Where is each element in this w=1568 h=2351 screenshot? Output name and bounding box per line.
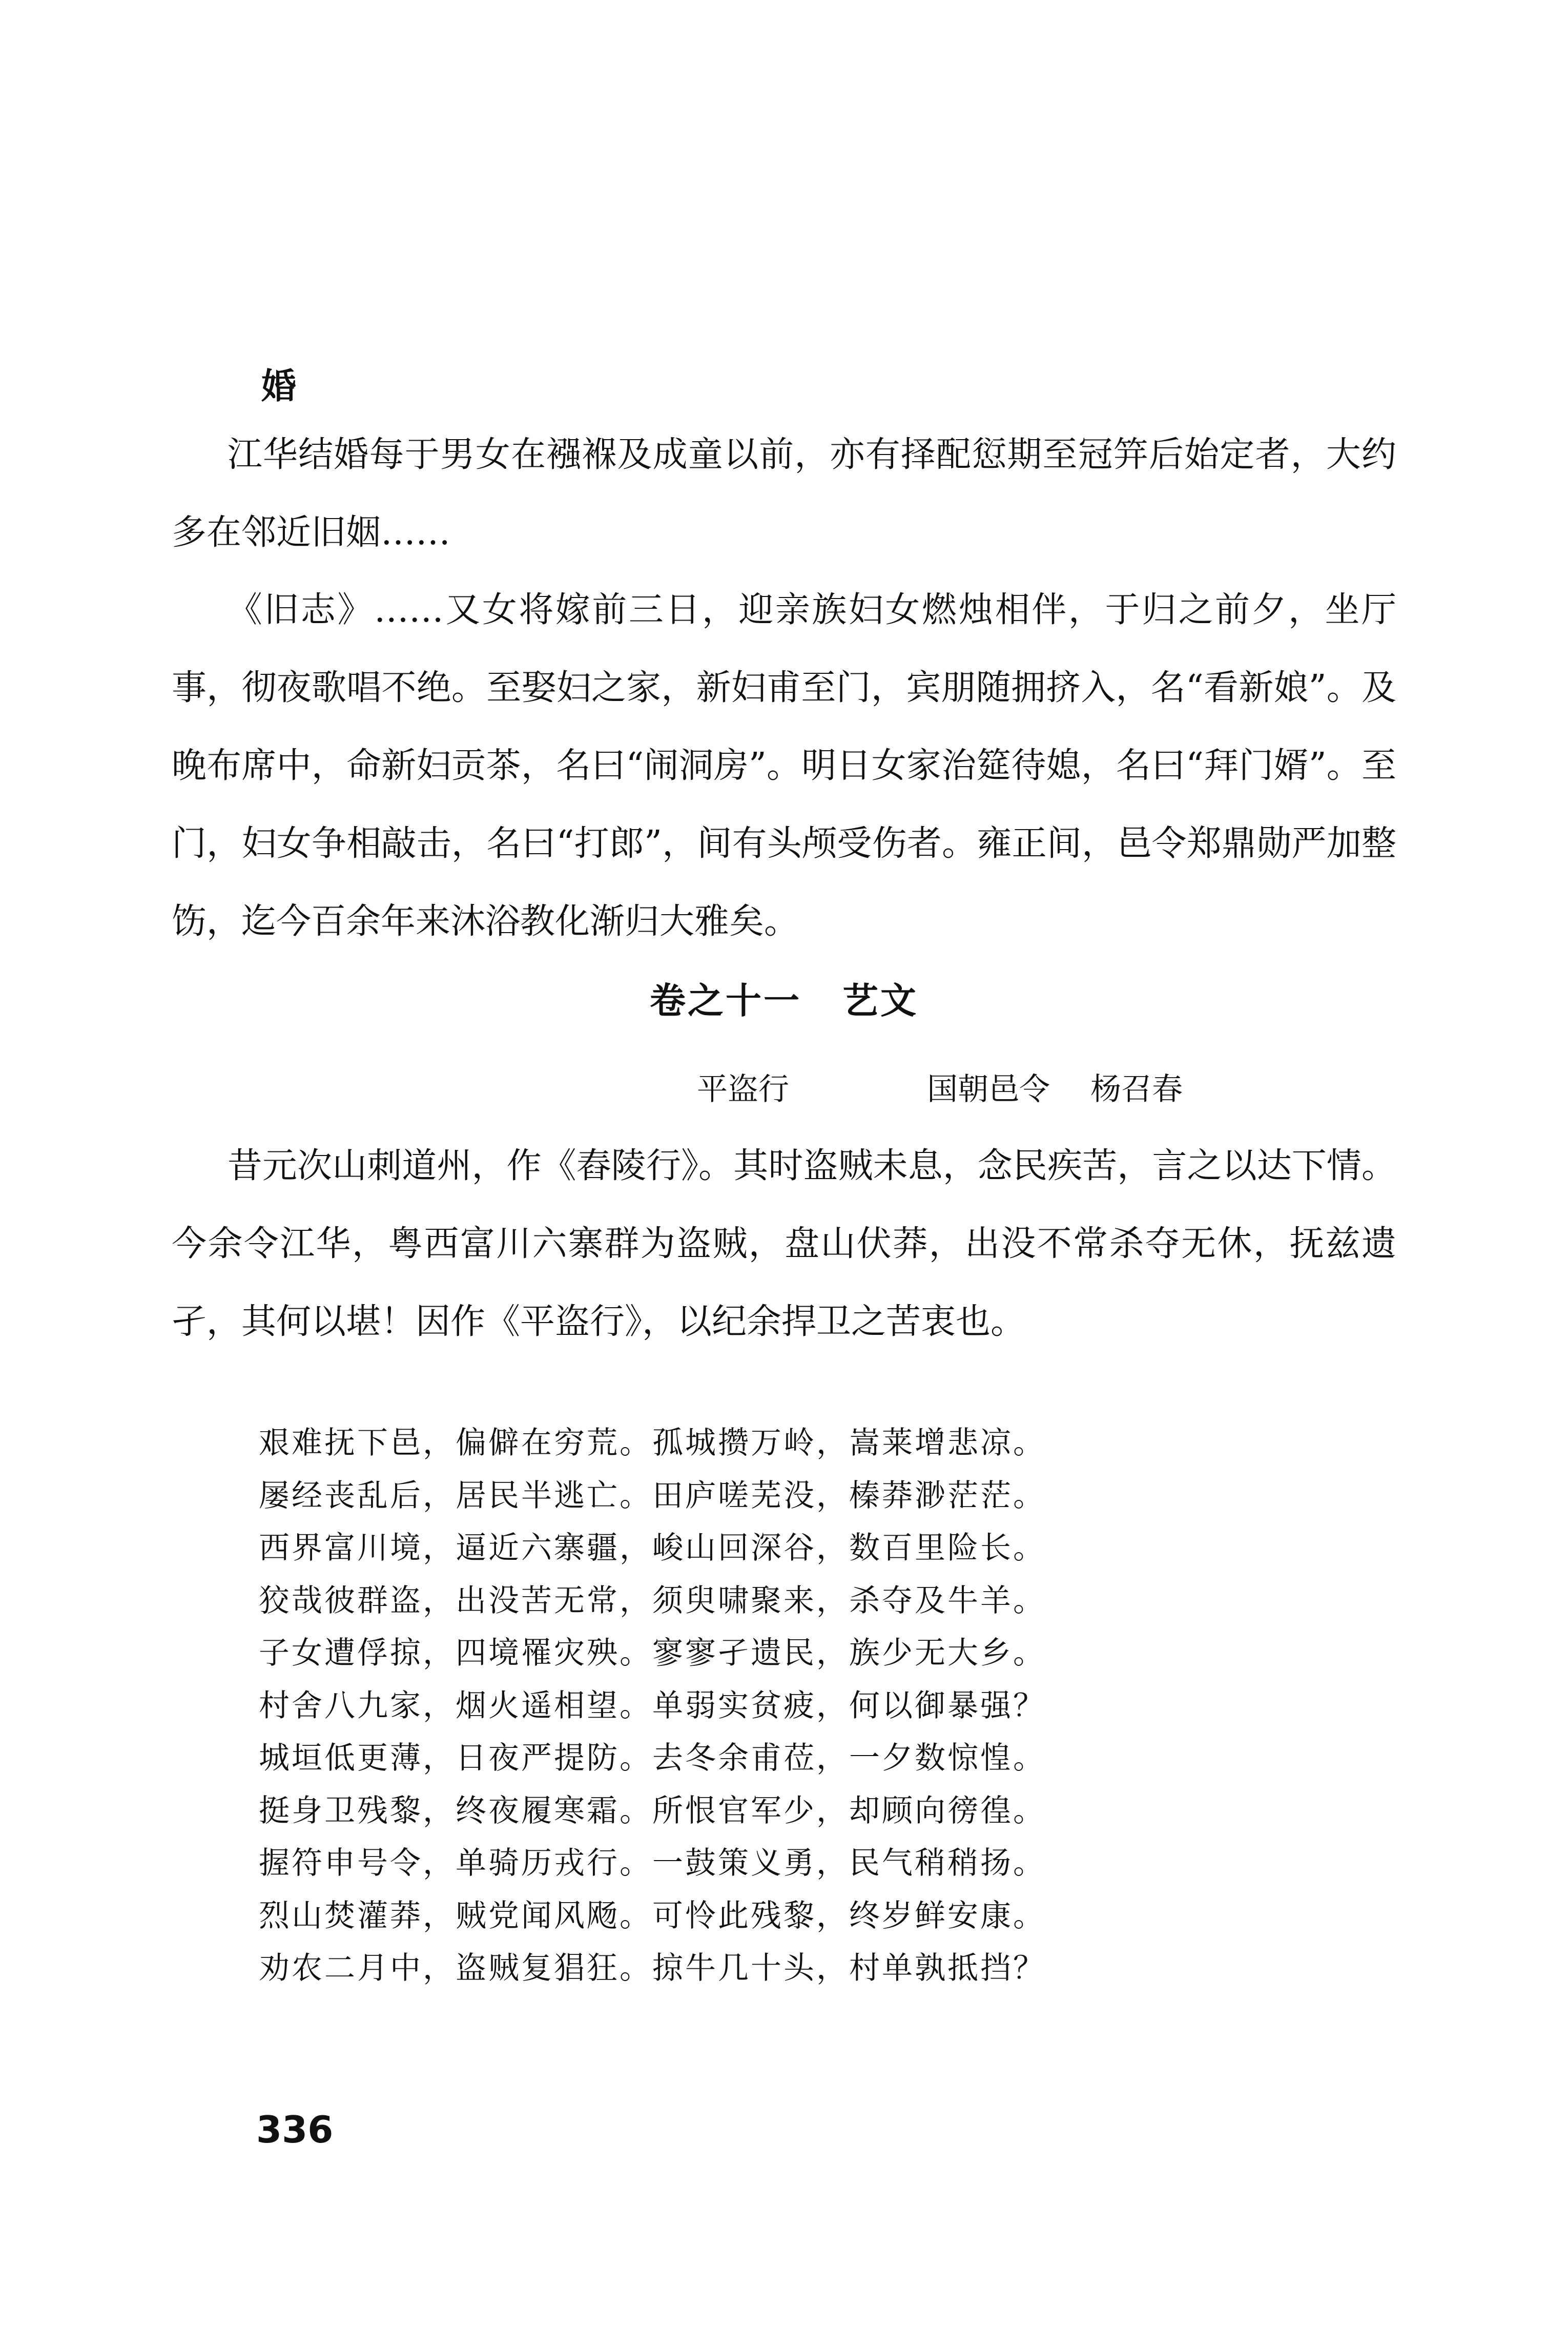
- paragraph-text: 江华结婚每于男女在襁褓及成童以前，亦有择配愆期至冠笄后始定者，大约多在邻近旧姻……: [172, 435, 1396, 553]
- chapter-volume: 卷之十一: [650, 979, 801, 1022]
- page-number: 336: [256, 2108, 334, 2151]
- section-heading-marriage: 婚: [261, 366, 297, 407]
- poem-author: 杨召春: [1090, 1071, 1183, 1107]
- poem-line: 城垣低更薄，日夜严提防。去冬余甫莅，一夕数惊惶。: [259, 1740, 1046, 1776]
- poem-line: 劝农二月中，盗贼复猖狂。掠牛几十头，村单孰抵挡？: [259, 1950, 1046, 1986]
- poem-line: 狡哉彼群盗，出没苦无常，须臾啸聚来，杀夺及牛羊。: [259, 1582, 1046, 1619]
- paragraph-marriage-custom: [172, 416, 1396, 572]
- poem-line: 西界富川境，逼近六寨疆，峻山回深谷，数百里险长。: [259, 1530, 1046, 1566]
- poem-preface: [172, 1127, 1396, 1361]
- chapter-title: [0, 979, 1568, 1022]
- paragraph-text: 昔元次山刺道州，作《舂陵行》。其时盗贼未息，念民疾苦，言之以达下情。今余令江华，粤西富川六寨群为盗贼，盘山伏莽，出没不常杀夺无休，抚兹遗孑，其何以堪！因作《平盗行》，以纪余捍卫之苦衷也。: [172, 1146, 1396, 1342]
- paragraph-text: 《旧志》……又女将嫁前三日，迎亲族妇女燃烛相伴，于归之前夕，坐厅事，彻夜歌唱不绝。至娶妇之家，新妇甫至门，宾朋随拥挤入，名“看新娘”。及晚布席中，命新妇贡茶，名曰“闹洞房”。明日女家治筵待媳，名曰“拜门婿”。至门，妇女争相敲击，名曰“打郎”，间有头颅受伤者。雍正间，邑令郑鼎勋严加整饬，迄今百余年来沐浴教化渐归大雅矣。: [172, 590, 1396, 942]
- poem-line: 屡经丧乱后，居民半逃亡。田庐嗟芜没，榛莽渺茫茫。: [259, 1477, 1046, 1514]
- poem-header: [697, 1071, 1183, 1107]
- poem-body: [259, 1417, 1335, 1995]
- poem-line: 挺身卫残黎，终夜履寒霜。所恨官军少，却顾向徬徨。: [259, 1792, 1046, 1829]
- poem-line: 村舍八九家，烟火遥相望。单弱实贫疲，何以御暴强？: [259, 1687, 1046, 1724]
- poem-line: 烈山焚灌莽，贼党闻风飏。可怜此残黎，终岁鲜安康。: [259, 1898, 1046, 1934]
- chapter-name: 艺文: [842, 979, 918, 1022]
- paragraph-old-gazetteer: [172, 571, 1396, 961]
- poem-author-title: 国朝邑令: [927, 1071, 1050, 1107]
- poem-line: 艰难抚下邑，偏僻在穷荒。孤城攒万岭，嵩莱增悲凉。: [259, 1425, 1046, 1461]
- poem-line: 子女遭俘掠，四境罹灾殃。寥寥孑遗民，族少无大乡。: [259, 1635, 1046, 1671]
- poem-line: 握符申号令，单骑历戎行。一鼓策义勇，民气稍稍扬。: [259, 1845, 1046, 1881]
- poem-title: 平盗行: [697, 1071, 789, 1107]
